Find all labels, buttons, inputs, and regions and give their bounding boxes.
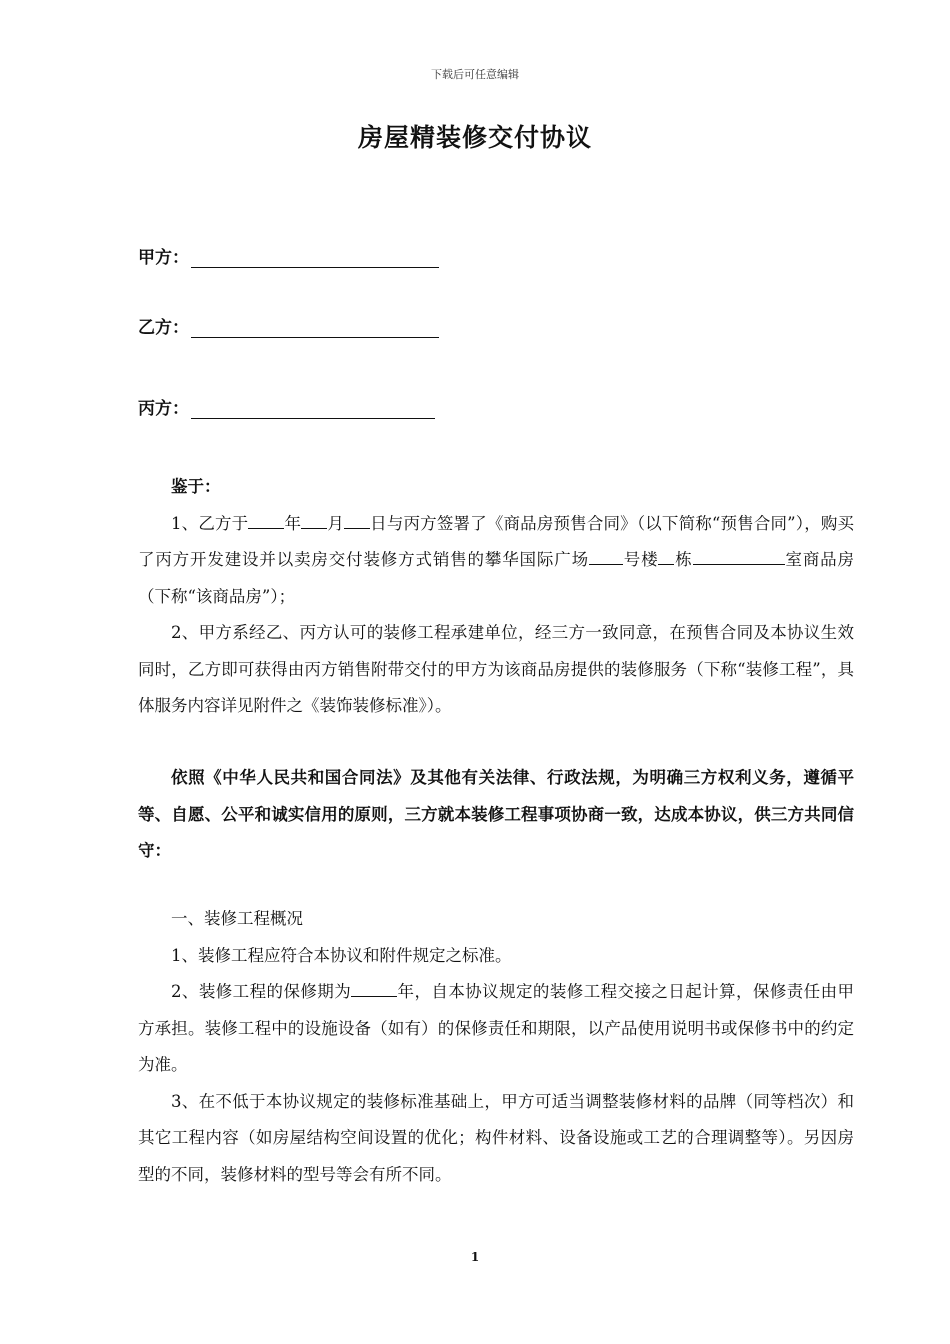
party-a-label: 甲方： — [138, 248, 189, 268]
whereas-item-2: 2、甲方系经乙、丙方认可的装修工程承建单位，经三方一致同意，在预售合同及本协议生效同时，乙方即可获得由丙方销售附带交付的甲方为该商品房提供的装修服务（下称“装修工程”，具体服务内容详见附件之《装饰装修标准》）。 — [138, 623, 854, 715]
basis-text: 依照《中华人民共和国合同法》及其他有关法律、行政法规，为明确三方权利义务，遵循平等、自愿、公平和诚实信用的原则，三方就本装修工程事项协商一致，达成本协议，供三方共同信守： — [138, 768, 854, 860]
party-b-label: 乙方： — [138, 318, 189, 338]
party-c-row — [138, 394, 435, 419]
section-1 — [138, 901, 854, 1193]
party-c-blank — [191, 401, 435, 419]
document-title: 房屋精装修交付协议 — [357, 123, 592, 152]
whereas-heading: 鉴于： — [171, 477, 221, 496]
section-1-item-2: 2、装修工程的保修期为 年，自本协议规定的装修工程交接之日起计算，保修责任由甲方承担。装修工程中的设施设备（如有）的保修责任和期限，以产品使用说明书或保修书中的约定为准。 — [138, 974, 854, 1084]
party-b-row — [138, 313, 439, 338]
whereas-section — [138, 469, 854, 725]
party-a-row — [138, 243, 439, 268]
page-header: 下载后可任意编辑 — [431, 68, 519, 81]
whereas-item-1: 1、乙方于 年 月 日与丙方签署了《商品房预售合同》（以下简称“预售合同”），购买了丙方开发建设并以卖房交付装修方式销售的攀华国际广场 号楼 栋 室商品房（下称“该商品房”）； — [138, 506, 854, 616]
page-number: 1 — [470, 1250, 480, 1264]
basis-paragraph — [138, 760, 854, 870]
section-1-heading: 一、装修工程概况 — [171, 909, 303, 928]
party-c-label: 丙方： — [138, 399, 189, 419]
section-1-item-3: 3、在不低于本协议规定的装修标准基础上，甲方可适当调整装修材料的品牌（同等档次）和其它工程内容（如房屋结构空间设置的优化；构件材料、设备设施或工艺的合理调整等）。另因房型的不同，装修材料的型号等会有所不同。 — [138, 1091, 854, 1184]
section-1-item-1: 1、装修工程应符合本协议和附件规定之标准。 — [171, 945, 512, 965]
party-b-blank — [191, 320, 439, 338]
party-a-blank — [191, 250, 439, 268]
